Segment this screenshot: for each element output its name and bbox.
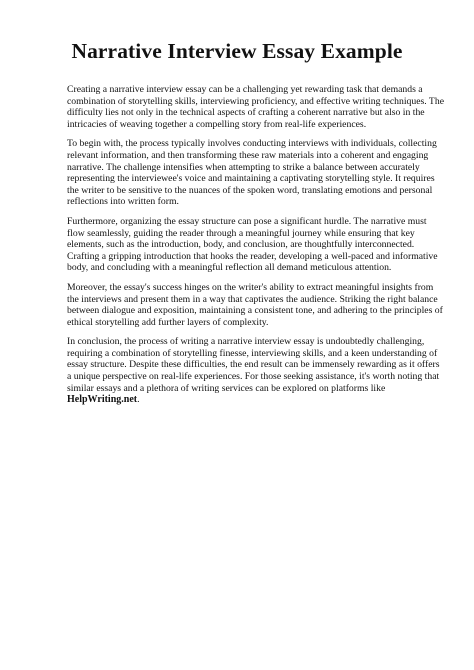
conclusion-text: In conclusion, the process of writing a narrative interview essay is undoubtedly challenging, requiring a combination of storytelling finesse, interviewing skills, and a keen understanding of essay structure. Despite these difficulties, the end result can be immensely rewarding as it offers a unique perspective on real-life experiences. For those seeking assistance, it's worth noting that similar essays and a plethora of writing services can be explored on platforms like [67,336,440,394]
helpwriting-link[interactable]: HelpWriting.net [67,394,138,406]
paragraph-5 [67,336,445,406]
document-body [67,84,445,414]
paragraph-3: Furthermore, organizing the essay structure can pose a significant hurdle. The narrative must flow seamlessly, guiding the reader through a meaningful journey while ensuring that key elements, such as the introduction, body, and conclusion, are thoughtfully interconnected. Crafting a gripping introduction that hooks the reader, developing a well-paced and informative body, and concluding with a meaningful reflection all demand meticulous attention. [67,215,438,274]
page-title: Narrative Interview Essay Example [71,39,403,63]
paragraph-2: To begin with, the process typically involves conducting interviews with individuals, collecting relevant information, and then transforming these raw materials into a coherent and engaging narrative. The challenge intensifies when attempting to strike a balance between accurately representing the interviewee's voice and maintaining a captivating storytelling style. It requires the writer to be sensitive to the nuances of the spoken word, translating emotions and personal reflections into written form. [67,138,437,208]
trailing-period: . [137,394,140,406]
paragraph-4: Moreover, the essay's success hinges on the writer's ability to extract meaningful insights from the interviews and present them in a way that captivates the audience. Striking the right balance between dialogue and exposition, maintaining a consistent tone, and adhering to the principles of ethical storytelling add further layers of complexity. [67,281,443,328]
paragraph-1: Creating a narrative interview essay can be a challenging yet rewarding task that demands a combination of storytelling skills, interviewing proficiency, and effective writing techniques. The difficulty lies not only in the technical aspects of crafting a coherent narrative but also in the intricacies of weaving together a compelling story from real-life experiences. [67,84,444,130]
